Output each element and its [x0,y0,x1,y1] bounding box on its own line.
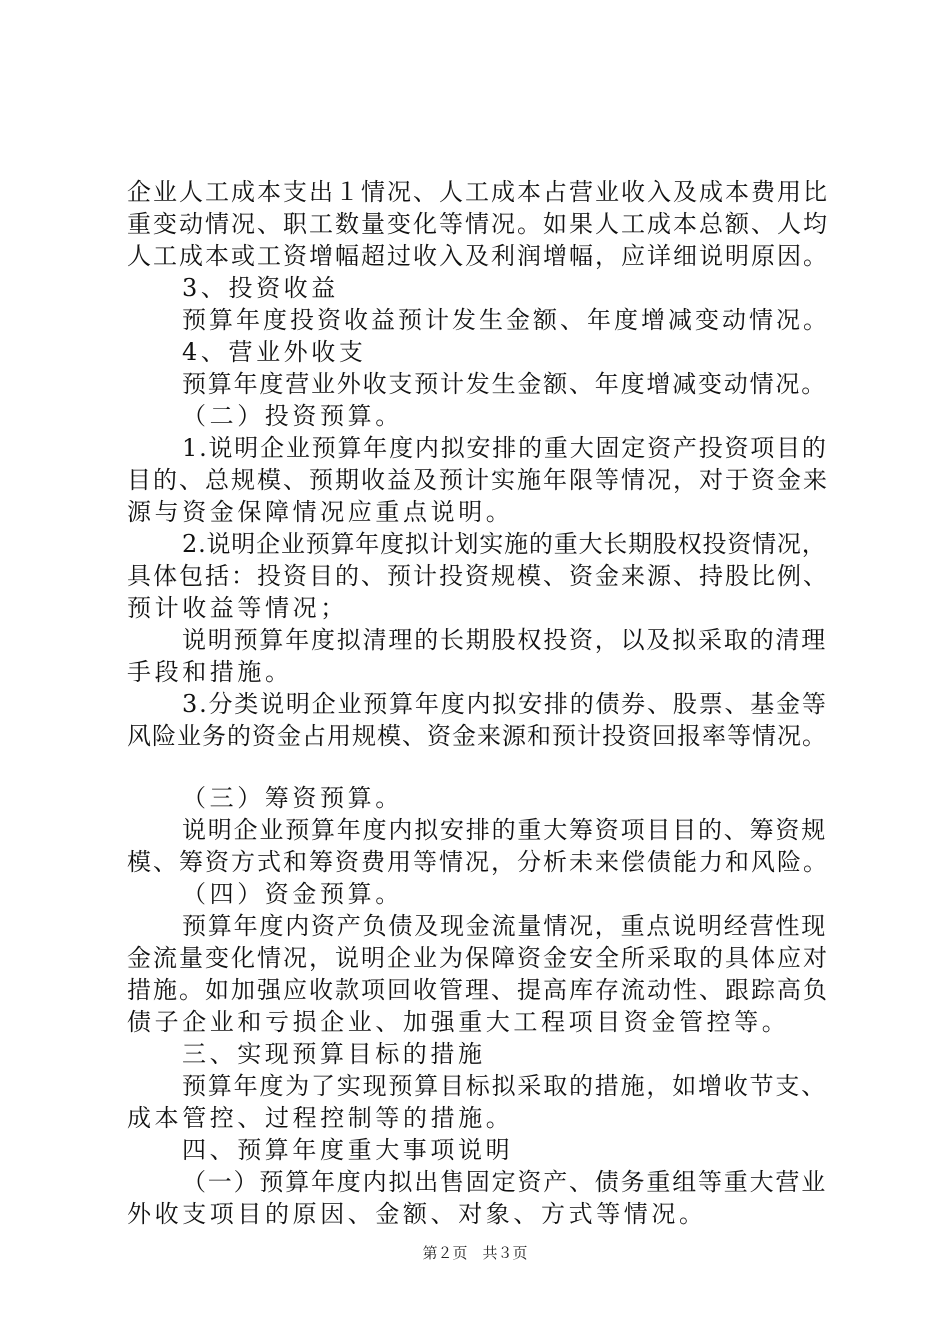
text-line: 3.分类说明企业预算年度内拟安排的债券、股票、基金等 [182,690,828,718]
text-line: 成本管控、过程控制等的措施。 [127,1104,514,1132]
section-heading: （三）筹资预算。 [182,784,403,812]
text-line: 措施。如加强应收款项回收管理、提高库存流动性、跟踪高负 [127,976,829,1004]
text-line: 1.说明企业预算年度内拟安排的重大固定资产投资项目的 [182,434,828,462]
text-line: 预算年度内资产负债及现金流量情况，重点说明经营性现 [182,912,827,940]
text-line: 模、筹资方式和筹资费用等情况，分析未来偿债能力和风险。 [127,848,829,876]
page-footer: 第２页 共３页 [422,1244,528,1262]
text-line: 债子企业和亏损企业、加强重大工程项目资金管控等。 [127,1008,790,1036]
text-line: 企业人工成本支出１情况、人工成本占营业收入及成本费用比 [127,178,829,206]
text-line: 预算年度投资收益预计发生金额、年度增减变动情况。 [182,306,830,334]
text-line: 预算年度为了实现预算目标拟采取的措施，如增收节支、 [182,1072,827,1100]
text-line: 预算年度营业外收支预计发生金额、年度增减变动情况。 [182,370,827,398]
text-line: 具体包括：投资目的、预计投资规模、资金来源、持股比例、 [127,562,829,590]
text-line: 说明预算年度拟清理的长期股权投资，以及拟采取的清理 [182,626,827,654]
text-line: 外收支项目的原因、金额、对象、方式等情况。 [127,1200,707,1228]
section-heading: 四、预算年度重大事项说明 [182,1136,514,1164]
text-line: 手段和措施。 [127,658,293,686]
text-line: 说明企业预算年度内拟安排的重大筹资项目目的、筹资规 [182,816,827,844]
section-heading: 3、投资收益 [182,274,339,302]
text-line: 预计收益等情况； [127,594,348,622]
text-line: 2.说明企业预算年度拟计划实施的重大长期股权投资情况， [182,530,827,558]
section-heading: 4、营业外收支 [182,338,367,366]
text-line: 金流量变化情况，说明企业为保障资金安全所采取的具体应对 [127,944,829,972]
section-heading: 三、实现预算目标的措施 [182,1040,486,1068]
text-line: 重变动情况、职工数量变化等情况。如果人工成本总额、人均 [127,210,829,238]
text-line: 风险业务的资金占用规模、资金来源和预计投资回报率等情况。 [127,722,827,750]
text-line: 源与资金保障情况应重点说明。 [127,498,514,526]
section-heading: （四）资金预算。 [182,880,403,908]
section-heading: （二）投资预算。 [182,402,403,430]
text-line: 目的、总规模、预期收益及预计实施年限等情况，对于资金来 [127,466,829,494]
text-line: 人工成本或工资增幅超过收入及利润增幅，应详细说明原因。 [127,242,829,270]
text-line: （一）预算年度内拟出售固定资产、债务重组等重大营业 [182,1168,827,1196]
